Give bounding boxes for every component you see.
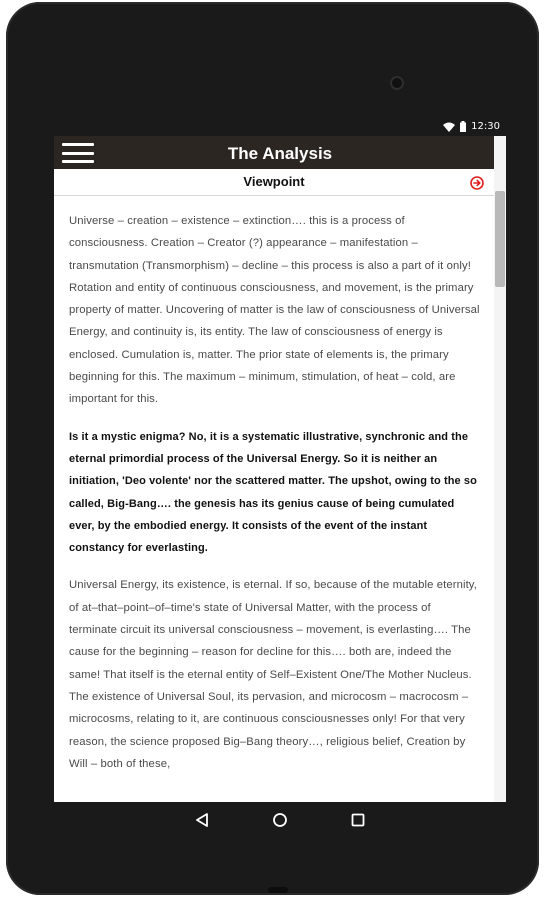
paragraph-3: Universal Energy, its existence, is eternal. If so, because of the mutable eternity, of at–that–point–of–time's state of Universal Matter, with the process of terminate circuit its universal consciousness – movement, is everlasting…. The cause for the beginning – reason for decline for this…. both are, indeed the same! That itself is the eternal entity of Self–Existent One/The Mother Nucleus. The existence of Universal Soul, its pervasion, and microcosm – macrocosm – microcosms, relating to it, are continuous consciousnesses only! For that very reason, the science proposed Big–Bang theory…, religious belief, Creation by Will – both of these,	[69, 579, 477, 770]
paragraph-1: Universe – creation – existence – extinction…. this is a process of consciousness. Creation – Creator (?) appearance – manifestation – transmutation (Transmorphism) – decline – this process is also a part of it only! Rotation and entity of continuous consciousness, and movement, is the primary property of matter. Uncovering of matter is the law of consciousness of Universal Energy, and continuity is, its entity. The law of consciousness of energy is enclosed. Cumulation is, matter. The prior state of elements is, the primary beginning for this. The maximum – minimum, stimulation, of heat – cold, are important for this.	[69, 215, 480, 406]
paragraph-2: Is it a mystic enigma? No, it is a systematic illustrative, synchronic and the eternal primordial process of the Universal Energy. So it is neither an initiation, 'Deo volente' nor the scattered matter. The upshot, owing to the so called, Big-Bang…. the genesis has its genius cause of being cumulated ever, by the embodied energy. It consists of the event of the instant constancy for everlasting.	[69, 430, 477, 555]
wifi-icon	[443, 122, 455, 132]
app-title: The Analysis	[227, 144, 333, 163]
recents-icon[interactable]	[348, 810, 368, 830]
circle-arrow-icon[interactable]	[470, 175, 484, 189]
device-port	[268, 887, 288, 893]
article-content[interactable]	[54, 196, 494, 802]
scrollbar-track[interactable]	[494, 136, 506, 802]
section-header	[54, 169, 494, 196]
front-camera	[390, 76, 404, 90]
hamburger-menu-icon[interactable]	[62, 141, 94, 165]
back-icon[interactable]	[192, 810, 212, 830]
app-bar	[54, 136, 506, 169]
scrollbar-thumb[interactable]	[495, 191, 505, 287]
navigation-bar	[54, 802, 506, 838]
status-time: 12:30	[471, 121, 500, 132]
section-title: Viewpoint	[243, 174, 305, 189]
home-icon[interactable]	[270, 810, 290, 830]
status-bar	[54, 117, 506, 136]
app-screen	[54, 117, 506, 838]
tablet-frame	[6, 2, 539, 895]
battery-icon	[460, 121, 466, 132]
